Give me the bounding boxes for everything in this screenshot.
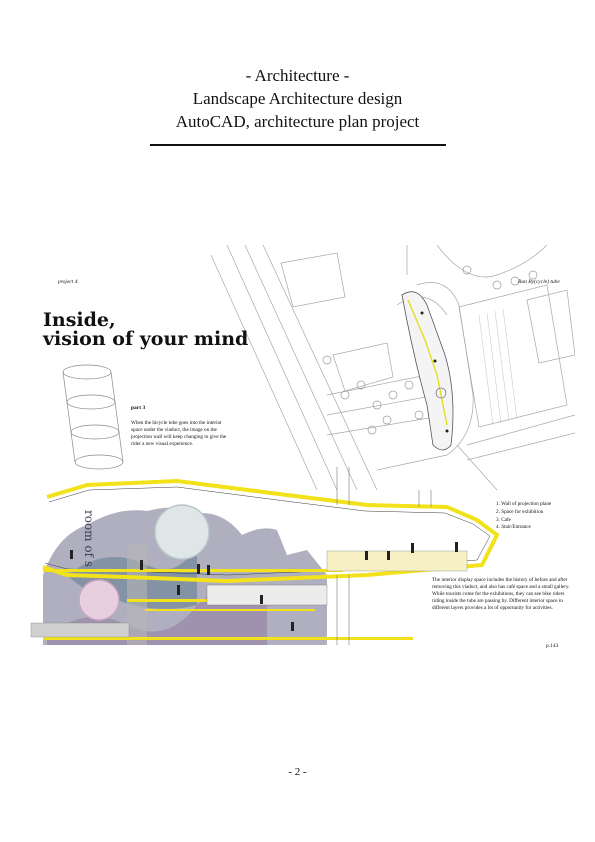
description-paragraph: The interior display space includes the history of before and after removing this viaduct, and also has café space and a small gallery. While tourists come for the exhibitions, they can see bike riders riding inside the tube are passing by. Different interior space in different layers provides a lot of opportunity for activities. xyxy=(432,577,570,611)
title-line-2: vision of your mind xyxy=(43,328,249,350)
artwork-text: room of s xyxy=(82,510,96,568)
title-line-1: Inside, xyxy=(43,309,116,331)
project-label: project 4. xyxy=(58,279,79,285)
sheet-title xyxy=(43,311,248,349)
tube-sketch xyxy=(63,365,123,469)
intro-paragraph: When the bicycle tube goes into the interior space under the viaduct, the image on the projection wall will keep changing to give the rider a new visual experience. xyxy=(131,420,227,447)
page-header xyxy=(0,64,595,133)
legend-item: 2. Space for exhibition xyxy=(496,508,544,515)
legend-list xyxy=(496,501,551,532)
header-divider xyxy=(150,144,446,146)
header-project-type: AutoCAD, architecture plan project xyxy=(175,112,420,131)
legend-item: 4. Stair/Entrance xyxy=(496,524,531,531)
page-number: - 2 - xyxy=(288,766,307,778)
tube-label: Run By(cycle) tube xyxy=(518,279,560,285)
section-drawing xyxy=(31,467,497,645)
part-label: part 3 xyxy=(131,405,146,411)
legend-item: 1. Wall of projection plane xyxy=(496,501,552,507)
header-category: - Architecture - xyxy=(245,66,350,85)
page-reference: p.143 xyxy=(546,643,559,649)
legend-item: 3. Cafe xyxy=(496,516,511,523)
header-subtitle: Landscape Architecture design xyxy=(192,89,403,108)
parking-grid xyxy=(479,309,517,425)
tube-plan xyxy=(402,292,453,450)
